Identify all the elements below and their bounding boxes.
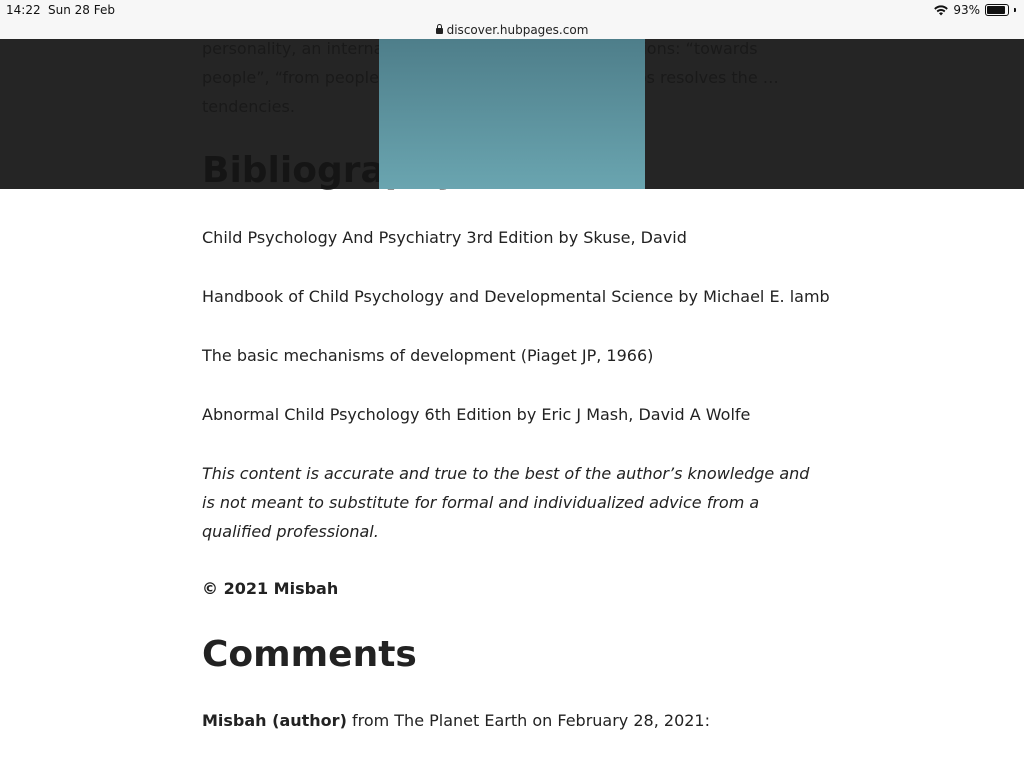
status-bar: [0, 0, 1024, 20]
comment-author[interactable]: Misbah (author): [202, 711, 347, 730]
bibliography-item: Child Psychology And Psychiatry 3rd Edition by Skuse, David: [202, 228, 687, 247]
bibliography-item: Handbook of Child Psychology and Developmental Science by Michael E. lamb: [202, 287, 830, 306]
comments-heading: Comments: [202, 634, 417, 675]
status-date: Sun 28 Feb: [48, 3, 115, 17]
bibliography-item: The basic mechanisms of development (Piaget JP, 1966): [202, 346, 654, 365]
battery-icon: [985, 4, 1009, 16]
copyright: © 2021 Misbah: [202, 579, 339, 598]
comment-header: [202, 711, 710, 730]
status-time: 14:22: [6, 3, 41, 17]
url-domain[interactable]: discover.hubpages.com: [446, 22, 589, 37]
lock-icon: [436, 28, 443, 34]
status-indicators: [934, 3, 1016, 17]
comment-meta: from The Planet Earth on February 28, 2021:: [346, 711, 710, 730]
disclaimer: This content is accurate and true to the best of the author’s knowledge and is not meant to substitute for formal and individualized advice from a qualified professional.: [202, 464, 810, 541]
bibliography-item: Abnormal Child Psychology 6th Edition by Eric J Mash, David A Wolfe: [202, 405, 751, 424]
wifi-icon: [934, 5, 948, 16]
battery-percent: 93%: [953, 3, 980, 17]
ad-video[interactable]: [379, 39, 645, 189]
battery-nub: [1014, 8, 1016, 12]
